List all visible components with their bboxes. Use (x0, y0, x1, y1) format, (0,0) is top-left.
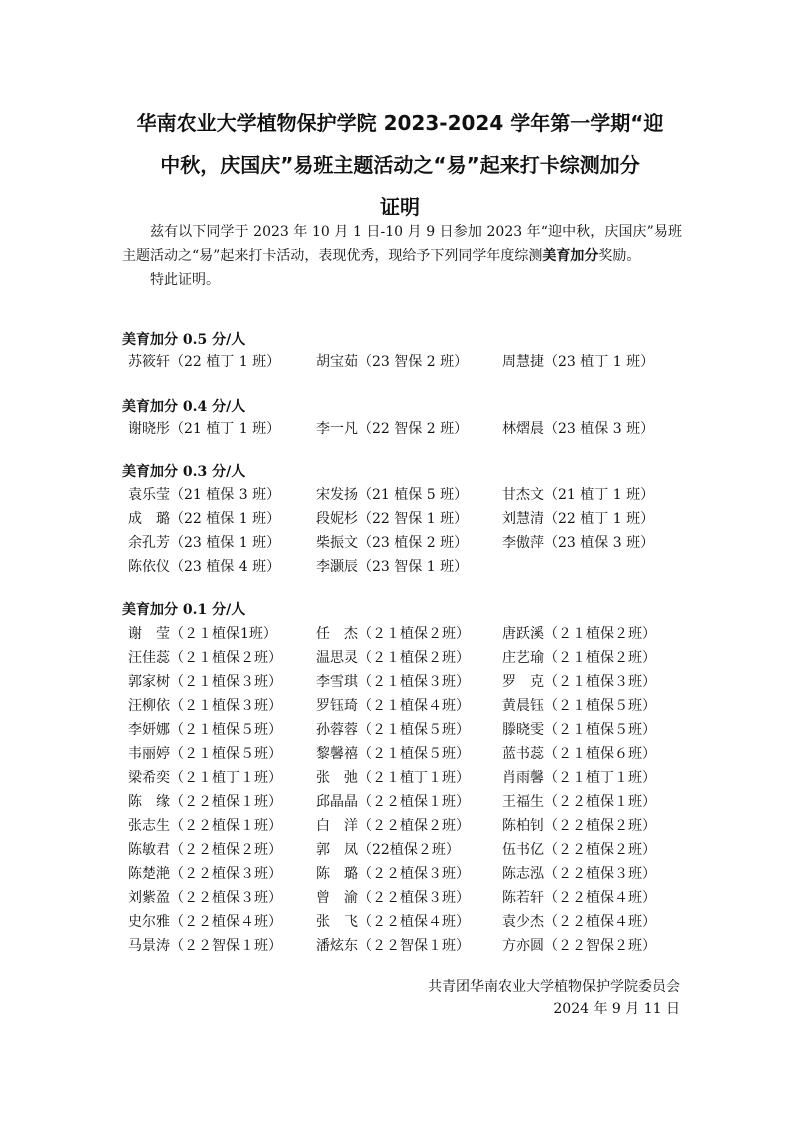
student-entry: 成 璐（22 植保 1 班） (128, 511, 281, 527)
student-entry: 甘杰文（21 植丁 1 班） (502, 487, 655, 503)
student-entry: 史尔雅（２２植保４班） (128, 914, 282, 930)
table-row (128, 647, 688, 671)
student-entry: 谢 莹（２１植保1班） (128, 626, 277, 642)
section-heading-0-3: 美育加分 0.3 分/人 (122, 464, 246, 480)
student-entry: 任 杰（２１植保２班） (316, 626, 470, 642)
student-entry: 潘炫东（２２智保１班） (316, 938, 470, 954)
signature-block (428, 976, 680, 1020)
table-row (128, 484, 688, 508)
student-entry: 张 弛（２１植丁１班） (316, 770, 470, 786)
table-row (128, 887, 688, 911)
table-row (128, 418, 688, 442)
student-entry: 黄晨钰（２１植保５班） (502, 698, 656, 714)
student-entry: 刘紫盈（２２植保３班） (128, 890, 282, 906)
student-entry: 方亦圆（２２智保２班） (502, 938, 656, 954)
student-entry: 胡宝茹（23 智保 2 班） (316, 354, 469, 370)
student-entry: 林熠晨（23 植保 3 班） (502, 421, 655, 437)
student-entry: 肖雨馨（２１植丁１班） (502, 770, 656, 786)
intro-paragraph (122, 220, 682, 292)
student-entry: 孙蓉蓉（２１植保５班） (316, 722, 470, 738)
student-entry: 段妮杉（22 智保 1 班） (316, 511, 469, 527)
student-entry: 郭家树（２１植保３班） (128, 674, 282, 690)
intro-text (122, 220, 682, 268)
student-entry: 陈志泓（２２植保３班） (502, 866, 656, 882)
table-row (128, 556, 688, 580)
intro-text-end: 奖励。 (598, 248, 641, 264)
table-row (128, 351, 688, 375)
student-entry: 滕晓雯（２１植保５班） (502, 722, 656, 738)
student-entry: 柴振文（23 植保 2 班） (316, 535, 469, 551)
signature-org: 共青团华南农业大学植物保护学院委员会 (428, 979, 680, 995)
title-line-3: 证明 (380, 195, 420, 219)
student-entry: 周慧捷（23 植丁 1 班） (502, 354, 655, 370)
student-entry: 李雪琪（２１植保３班） (316, 674, 470, 690)
signature-date: 2024 年 9 月 11 日 (553, 1001, 680, 1017)
student-entry: 陈若轩（２２植保４班） (502, 890, 656, 906)
student-entry: 苏筱轩（22 植丁 1 班） (128, 354, 281, 370)
intro-text-main: 兹有以下同学于 2023 年 10 月 1 日-10 月 9 日参加 2023 年“迎中秋，庆国庆”易班主题活动之“易”起来打卡活动，表现优秀，现给予下列同学年度综测 (122, 224, 682, 264)
student-entry: 罗钰琦（２１植保４班） (316, 698, 470, 714)
section-heading-0-5: 美育加分 0.5 分/人 (122, 332, 246, 348)
student-entry: 李一凡（22 智保 2 班） (316, 421, 469, 437)
student-entry: 陈 缘（２２植保１班） (128, 794, 282, 810)
student-entry: 汪佳蕊（２１植保２班） (128, 650, 282, 666)
student-entry: 曾 渝（２２植保３班） (316, 890, 470, 906)
document-title (110, 102, 690, 228)
student-entry: 温思灵（２１植保２班） (316, 650, 470, 666)
student-entry: 李妍娜（２１植保５班） (128, 722, 282, 738)
table-row (128, 671, 688, 695)
table-row (128, 508, 688, 532)
student-entry: 陈 璐（２２植保３班） (316, 866, 470, 882)
student-entry: 刘慧清（22 植丁 1 班） (502, 511, 655, 527)
student-entry: 袁乐莹（21 植保 3 班） (128, 487, 281, 503)
table-row (128, 815, 688, 839)
section-heading-0-1: 美育加分 0.1 分/人 (122, 602, 246, 618)
student-entry: 梁希奕（２１植丁１班） (128, 770, 282, 786)
student-entry: 罗 克（２１植保３班） (502, 674, 656, 690)
student-entry: 马景涛（２２智保１班） (128, 938, 282, 954)
intro-closing: 特此证明。 (150, 272, 220, 288)
section-heading-0-4: 美育加分 0.4 分/人 (122, 399, 246, 415)
table-row (128, 863, 688, 887)
student-entry: 伍书亿（２２植保２班） (502, 842, 656, 858)
student-entry: 李傲萍（23 植保 3 班） (502, 535, 655, 551)
student-entry: 韦丽婷（２１植保５班） (128, 746, 282, 762)
student-entry: 陈敏君（２２植保２班） (128, 842, 282, 858)
student-entry: 陈柏钊（２２植保２班） (502, 818, 656, 834)
student-entry: 蓝书蕊（２１植保６班） (502, 746, 656, 762)
student-entry: 汪柳依（２１植保３班） (128, 698, 282, 714)
table-row (128, 743, 688, 767)
student-entry: 白 洋（２２植保２班） (316, 818, 470, 834)
table-row (128, 623, 688, 647)
student-entry: 李灏辰（23 智保 1 班） (316, 559, 469, 575)
table-row (128, 767, 688, 791)
student-entry: 袁少杰（２２植保４班） (502, 914, 656, 930)
student-entry: 唐跃溪（２１植保２班） (502, 626, 656, 642)
intro-bold-award: 美育加分 (542, 248, 599, 264)
table-row (128, 695, 688, 719)
student-entry: 黎馨禧（２１植保５班） (316, 746, 470, 762)
title-line-2: 中秋，庆国庆”易班主题活动之“易”起来打卡综测加分 (160, 153, 640, 177)
student-entry: 庄艺瑜（２１植保２班） (502, 650, 656, 666)
student-entry: 陈楚滟（２２植保３班） (128, 866, 282, 882)
student-entry: 张 飞（２２植保４班） (316, 914, 470, 930)
student-entry: 张志生（２２植保１班） (128, 818, 282, 834)
table-row (128, 911, 688, 935)
student-entry: 王福生（２２植保１班） (502, 794, 656, 810)
title-line-1: 华南农业大学植物保护学院 2023-2024 学年第一学期“迎 (136, 111, 664, 135)
table-row (128, 839, 688, 863)
table-row (128, 791, 688, 815)
student-entry: 宋发扬（21 植保 5 班） (316, 487, 469, 503)
student-entry: 邱晶晶（２２植保１班） (316, 794, 470, 810)
student-entry: 余孔芳（23 植保 1 班） (128, 535, 281, 551)
table-row (128, 532, 688, 556)
table-row (128, 935, 688, 959)
table-row (128, 719, 688, 743)
student-entry: 郭 凤（22植保２班） (316, 842, 460, 858)
student-entry: 陈依仪（23 植保 4 班） (128, 559, 281, 575)
student-entry: 谢晓彤（21 植丁 1 班） (128, 421, 281, 437)
